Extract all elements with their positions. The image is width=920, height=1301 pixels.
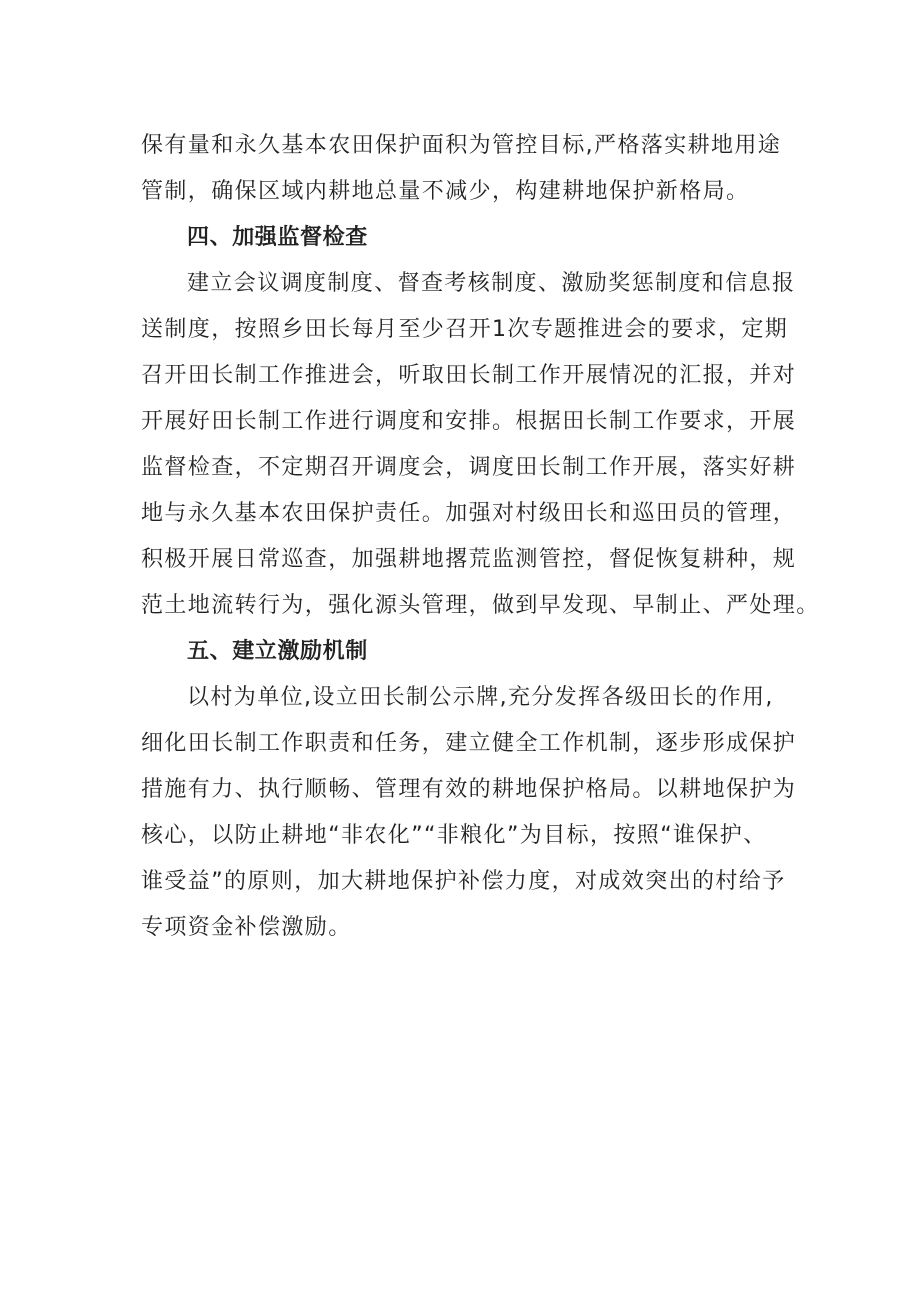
section-heading-5: 五、建立激励机制 [187, 639, 368, 664]
paragraph-line: 以村为单位,设立田长制公示牌,充分发挥各级田长的作用, [187, 685, 774, 710]
paragraph-line: 专项资金补偿激励。 [141, 915, 352, 940]
paragraph-line: 保有量和永久基本农田保护面积为管控目标,严格落实耕地用途 [141, 133, 782, 158]
paragraph-line: 细化田长制工作职责和任务，建立健全工作机制，逐步形成保护 [141, 731, 797, 756]
paragraph-line: 召开田长制工作推进会，听取田长制工作开展情况的汇报，并对 [141, 363, 797, 388]
paragraph-line: 措施有力、执行顺畅、管理有效的耕地保护格局。以耕地保护为 [141, 777, 797, 802]
document-body [141, 123, 820, 951]
paragraph-line: 地与永久基本农田保护责任。加强对村级田长和巡田员的管理， [141, 501, 797, 526]
paragraph-line: 开展好田长制工作进行调度和安排。根据田长制工作要求，开展 [141, 409, 797, 434]
paragraph-line: 范土地流转行为，强化源头管理，做到早发现、早制止、严处理。 [141, 593, 820, 618]
paragraph-line: 监督检查，不定期召开调度会，调度田长制工作开展，落实好耕 [141, 455, 797, 480]
paragraph-line: 建立会议调度制度、督查考核制度、激励奖惩制度和信息报 [187, 271, 796, 296]
paragraph-line: 谁受益”的原则，加大耕地保护补偿力度，对成效突出的村给予 [141, 869, 786, 894]
paragraph-line: 送制度，按照乡田长每月至少召开1次专题推进会的要求，定期 [141, 317, 789, 342]
section-heading-4: 四、加强监督检查 [187, 225, 368, 250]
paragraph-line: 管制，确保区域内耕地总量不减少，构建耕地保护新格局。 [141, 179, 750, 204]
paragraph-line: 核心，以防止耕地“非农化”“非粮化”为目标，按照“谁保护、 [141, 823, 767, 848]
paragraph-line: 积极开展日常巡查，加强耕地撂荒监测管控，督促恢复耕种，规 [141, 547, 797, 572]
